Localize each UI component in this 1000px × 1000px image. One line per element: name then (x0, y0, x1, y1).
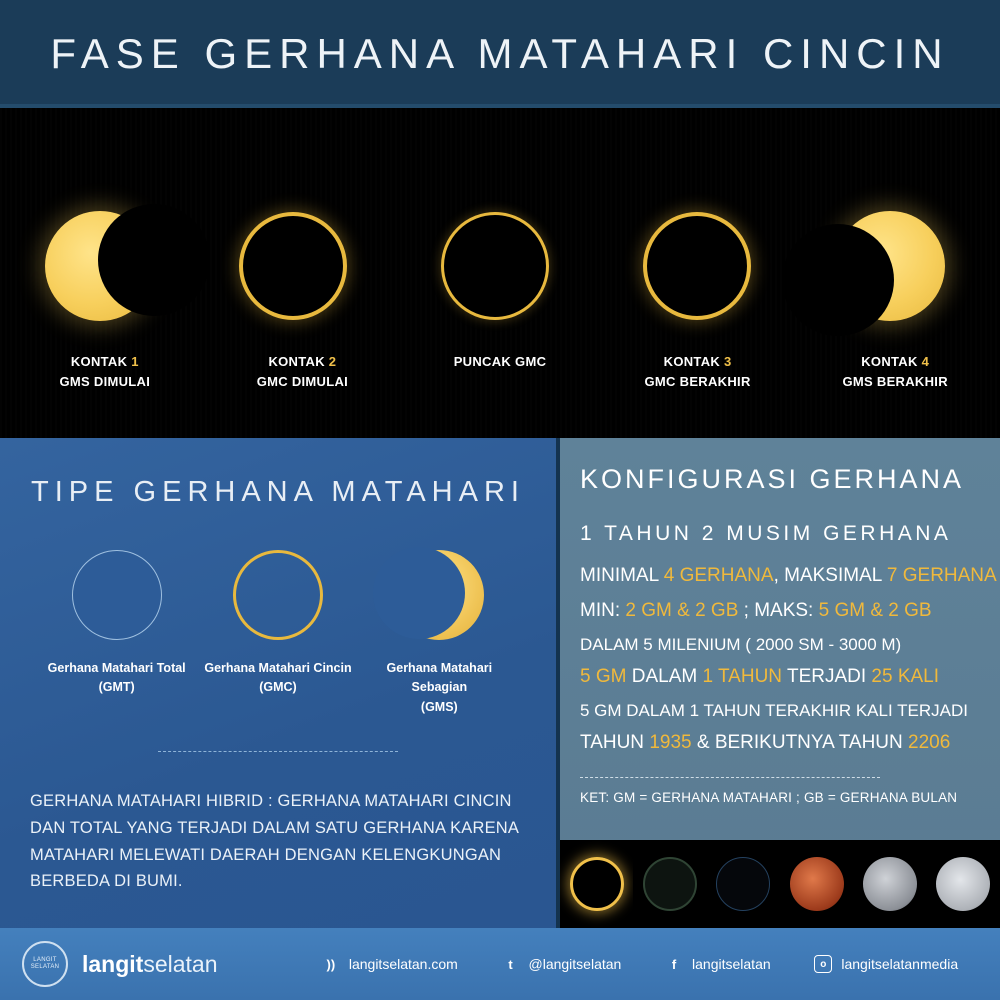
legend-note: KET: GM = GERHANA MATAHARI ; GB = GERHANA BULAN (580, 790, 958, 806)
sun-partial-left-bite-icon (830, 206, 960, 336)
configuration-title: KONFIGURASI GERHANA (580, 464, 965, 494)
config-line-seasons: 1 TAHUN 2 MUSIM GERHANA (580, 522, 952, 545)
total-eclipse-photo (633, 840, 706, 928)
eclipse-types-panel (0, 438, 556, 928)
annular-eclipse-photo (560, 840, 633, 928)
type-label: Gerhana Matahari Total (GMT) (47, 661, 186, 695)
social-link-website[interactable] (322, 955, 458, 973)
config-line-last-occurrence: 5 GM DALAM 1 TAHUN TERAKHIR KALI TERJADI (580, 700, 968, 720)
annular-ring-centered-icon (435, 206, 565, 336)
header-bar (0, 0, 1000, 108)
config-line-years: TAHUN 1935 & BERIKUTNYA TAHUN 2206 (580, 732, 951, 754)
phase-item (6, 108, 204, 391)
partial-lunar-eclipse-photo (853, 840, 926, 928)
social-link-facebook[interactable] (665, 955, 771, 973)
config-line-5gm: 5 GM DALAM 1 TAHUN TERJADI 25 KALI (580, 666, 940, 688)
annular-ring-offset-right-icon (633, 206, 763, 336)
annular-ring-offset-left-icon (237, 206, 367, 336)
phase-label: KONTAK 3 GMC BERAKHIR (644, 354, 751, 389)
social-link-twitter[interactable] (502, 955, 622, 973)
sun-partial-right-bite-icon (40, 206, 170, 336)
type-item-total (36, 545, 197, 698)
type-label: Gerhana Matahari Sebagian (GMS) (386, 661, 493, 714)
config-line-min-max: MINIMAL 4 GERHANA, MAKSIMAL 7 GERHANA (580, 565, 997, 587)
langitselatan-seal-icon: LANGIT SELATAN (22, 941, 68, 987)
new-moon-photo (707, 840, 780, 928)
social-links (300, 955, 1000, 973)
eclipse-photo-strip (560, 840, 1000, 928)
phase-label: KONTAK 4 GMS BERAKHIR (842, 354, 948, 389)
social-label: langitselatan (692, 956, 771, 972)
footer-bar (0, 928, 1000, 1000)
eclipse-configuration-panel (560, 438, 1000, 928)
social-label: langitselatan.com (348, 956, 458, 972)
left-divider (158, 751, 398, 752)
type-item-annular (197, 545, 358, 698)
phase-label: KONTAK 1 GMS DIMULAI (59, 354, 151, 389)
hybrid-eclipse-note: GERHANA MATAHARI HIBRID : GERHANA MATAHARI CINCIN DAN TOTAL YANG TERJADI DALAM SATU GERHANA KARENA MATAHARI MELEWATI DAERAH DENGAN KELENGKUNGAN BERBEDA DI BUMI. (30, 792, 519, 891)
page-title: FASE GERHANA MATAHARI CINCIN (50, 30, 950, 77)
total-eclipse-disc-icon (67, 545, 167, 645)
config-line-millennium: DALAM 5 MILENIUM ( 2000 SM - 3000 M) (580, 634, 902, 654)
rss-icon: )) (326, 956, 336, 972)
type-item-partial (359, 545, 520, 717)
type-label: Gerhana Matahari Cincin (GMC) (204, 661, 352, 695)
facebook-icon: f (671, 956, 677, 972)
phase-label: PUNCAK GMC (453, 354, 547, 369)
config-line-gm-gb: MIN: 2 GM & 2 GB ; MAKS: 5 GM & 2 GB (580, 599, 932, 621)
right-divider (580, 777, 880, 778)
eclipse-phases-band (0, 108, 1000, 438)
phase-item (401, 108, 599, 372)
blood-moon-photo (780, 840, 853, 928)
phase-item (204, 108, 402, 391)
annular-eclipse-ring-icon (228, 545, 328, 645)
social-label: langitselatanmedia (841, 956, 959, 972)
eclipse-types-title: TIPE GERHANA MATAHARI (31, 476, 525, 508)
social-label: @langitselatan (528, 956, 622, 972)
brand-block[interactable] (0, 941, 300, 987)
brand-wordmark: langitselatan (82, 950, 218, 977)
full-moon-photo (927, 840, 1000, 928)
social-link-instagram[interactable] (814, 955, 958, 973)
instagram-icon: o (814, 955, 832, 973)
phase-item (796, 108, 994, 391)
partial-eclipse-crescent-icon (389, 545, 489, 645)
twitter-icon: t (508, 956, 513, 972)
phase-label: KONTAK 2 GMC DIMULAI (256, 354, 349, 389)
phase-item (599, 108, 797, 391)
